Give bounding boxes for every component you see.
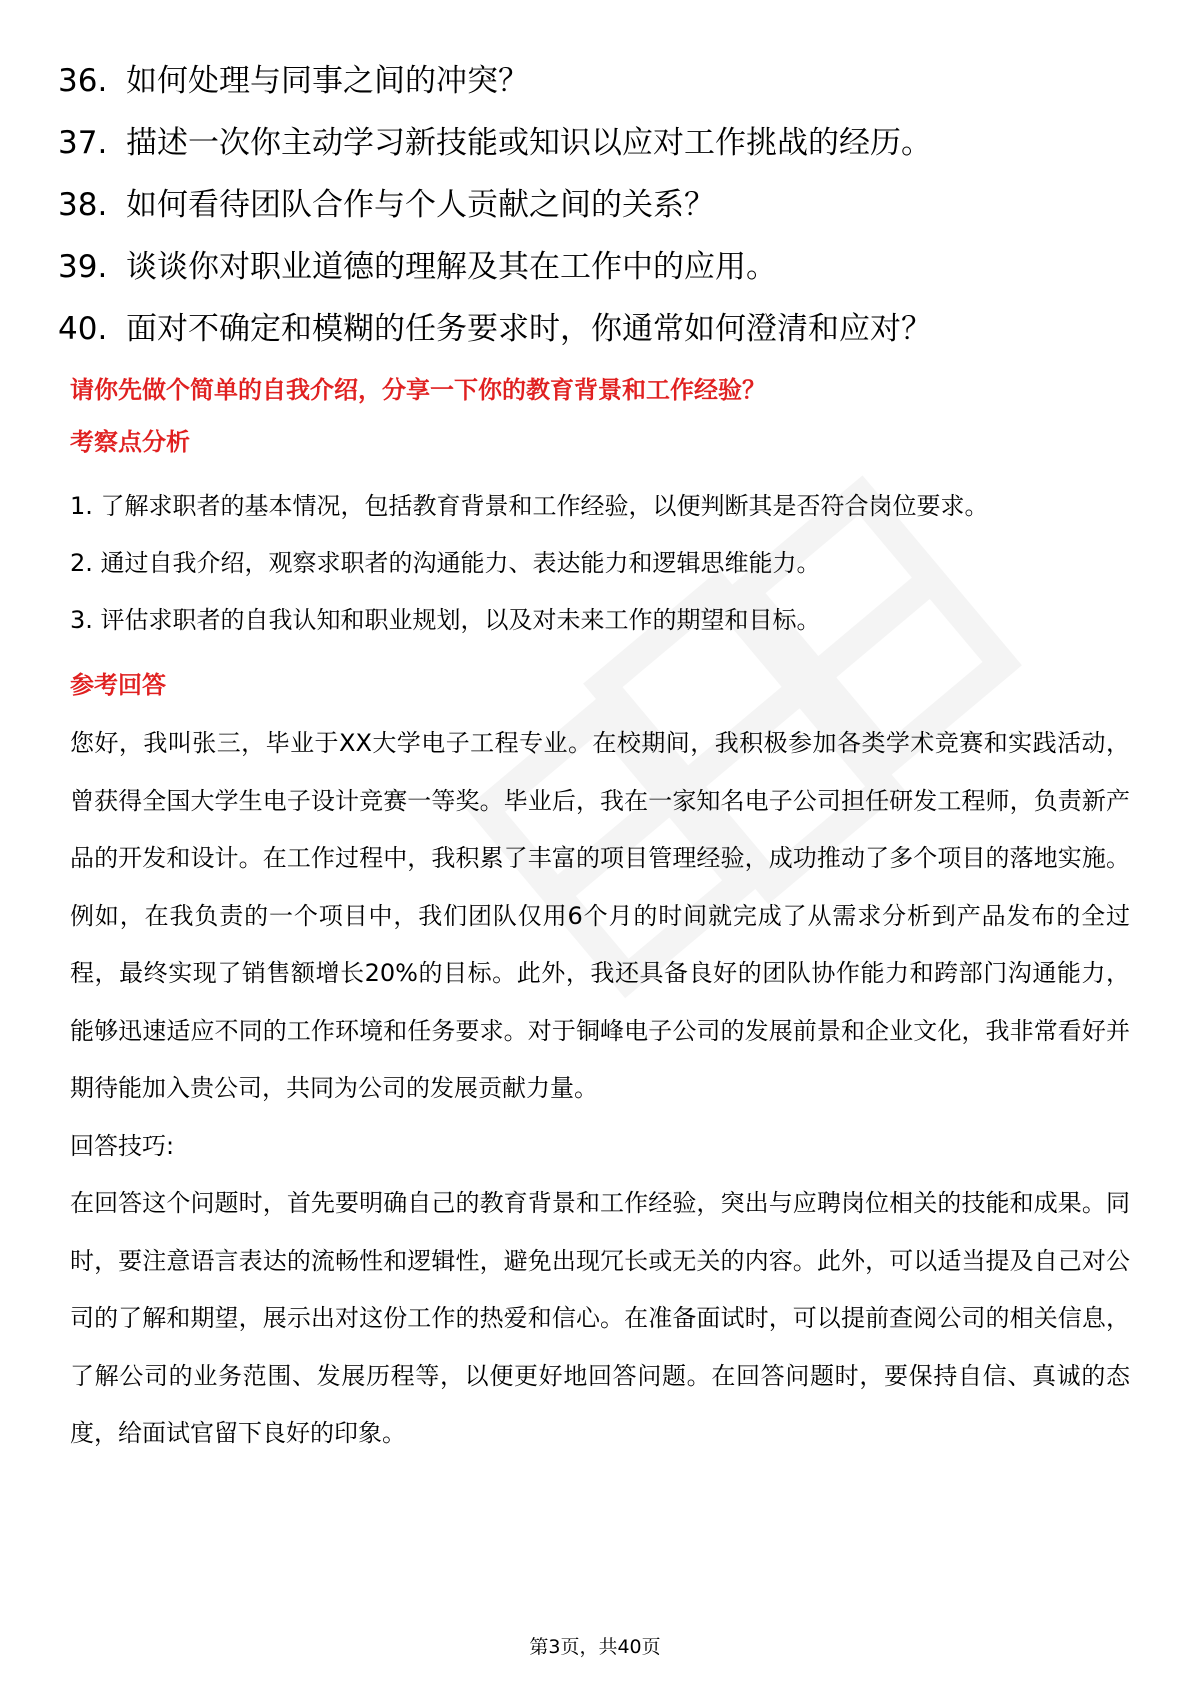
question-text: 如何处理与同事之间的冲突？ (126, 63, 529, 99)
list-item (58, 174, 1138, 236)
question-number: 39. (58, 249, 108, 285)
analysis-point: 1. 了解求职者的基本情况，包括教育背景和工作经验，以便判断其是否符合岗位要求。 (70, 492, 989, 520)
tips-heading: 回答技巧: (70, 1131, 175, 1160)
answer-paragraph: 您好，我叫张三，毕业于XX大学电子工程专业。在校期间，我积极参加各类学术竞赛和实践活动，曾获得全国大学生电子设计竞赛一等奖。毕业后，我在一家知名电子公司担任研发工程师，负责新产品的开发和设计。在工作过程中，我积累了丰富的项目管理经验，成功推动了多个项目的落地实施。例如，在我负责的一个项目中，我们团队仅用6个月的时间就完成了从需求分析到产品发布的全过程，最终实现了销售额增长20%的目标。此外，我还具备良好的团队协作能力和跨部门沟通能力，能够迅速适应不同的工作环境和任务要求。对于铜峰电子公司的发展前景和企业文化，我非常看好并期待能加入贵公司，共同为公司的发展贡献力量。 (70, 729, 1130, 1102)
question-list (58, 50, 1138, 360)
analysis-heading: 考察点分析 (70, 428, 190, 456)
analysis-point: 3. 评估求职者的自我认知和职业规划，以及对未来工作的期望和目标。 (70, 606, 821, 634)
list-item (58, 236, 1138, 298)
answer-heading: 参考回答 (70, 671, 166, 699)
question-number: 37. (58, 125, 108, 161)
question-number: 36. (58, 63, 108, 99)
tips-paragraph: 在回答这个问题时，首先要明确自己的教育背景和工作经验，突出与应聘岗位相关的技能和成果。同时，要注意语言表达的流畅性和逻辑性，避免出现冗长或无关的内容。此外，可以适当提及自己对公司的了解和期望，展示出对这份工作的热爱和信心。在准备面试时，可以提前查阅公司的相关信息，了解公司的业务范围、发展历程等，以便更好地回答问题。在回答问题时，要保持自信、真诚的态度，给面试官留下良好的印象。 (70, 1189, 1130, 1447)
page-number: 第3页，共40页 (529, 1636, 661, 1658)
question-number: 38. (58, 187, 108, 223)
question-text: 谈谈你对职业道德的理解及其在工作中的应用。 (126, 249, 777, 285)
list-item (58, 112, 1138, 174)
analysis-point: 2. 通过自我介绍，观察求职者的沟通能力、表达能力和逻辑思维能力。 (70, 549, 821, 577)
question-number: 40. (58, 311, 108, 347)
question-detail-section (70, 368, 1130, 1463)
question-text: 描述一次你主动学习新技能或知识以应对工作挑战的经历。 (126, 125, 932, 161)
list-item (58, 298, 1138, 360)
analysis-points (70, 478, 1130, 649)
question-text: 面对不确定和模糊的任务要求时，你通常如何澄清和应对？ (126, 311, 932, 347)
question-text: 如何看待团队合作与个人贡献之间的关系？ (126, 187, 715, 223)
list-item (58, 50, 1138, 112)
question-heading: 请你先做个简单的自我介绍，分享一下你的教育背景和工作经验？ (70, 376, 766, 404)
